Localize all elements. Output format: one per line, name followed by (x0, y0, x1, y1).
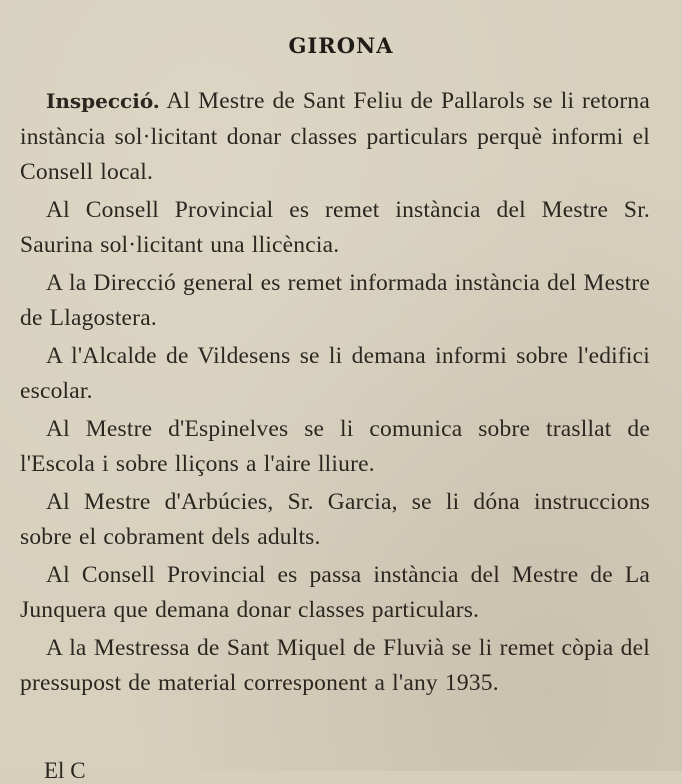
paragraph-text: Al Mestre d'Arbúcies, Sr. Garcia, se li dóna instruccions sobre el cobrament dels adults. (20, 488, 650, 550)
paragraph-3 (20, 266, 650, 337)
paragraph-text: Al Consell Provincial es remet instància del Mestre Sr. Saurina sol·licitant una llicència. (20, 196, 650, 258)
paragraph-1 (20, 84, 650, 191)
paragraph-6 (20, 485, 650, 556)
paragraph-8 (20, 631, 650, 702)
paragraph-text: A la Direcció general es remet informada instància del Mestre de Llagostera. (20, 269, 650, 331)
cutoff-line: El C (44, 758, 86, 783)
paragraph-text: A l'Alcalde de Vildesens se li demana informi sobre l'edifici escolar. (20, 342, 650, 404)
paragraph-text: Al Mestre d'Espinelves se li comunica sobre trasllat de l'Escola i sobre lliçons a l'aire lliure. (20, 415, 650, 477)
paragraph-text: Al Consell Provincial es passa instància del Mestre de La Junquera que demana donar classes particulars. (20, 561, 650, 623)
paragraph-lead: Inspecció. (46, 89, 160, 113)
paragraph-text: Al Mestre de Sant Feliu de Pallarols se li retorna instància sol·licitant donar classes particulars perquè informi el Consell local. (20, 88, 650, 185)
page-title: GIRONA (288, 33, 394, 58)
paragraph-7 (20, 558, 650, 629)
article-body (20, 84, 650, 704)
paragraph-4 (20, 339, 650, 410)
paragraph-5 (20, 412, 650, 483)
paragraph-text: A la Mestressa de Sant Miquel de Fluvià se li remet còpia del pressupost de material corresponent a l'any 1935. (20, 634, 650, 696)
paragraph-2 (20, 193, 650, 264)
